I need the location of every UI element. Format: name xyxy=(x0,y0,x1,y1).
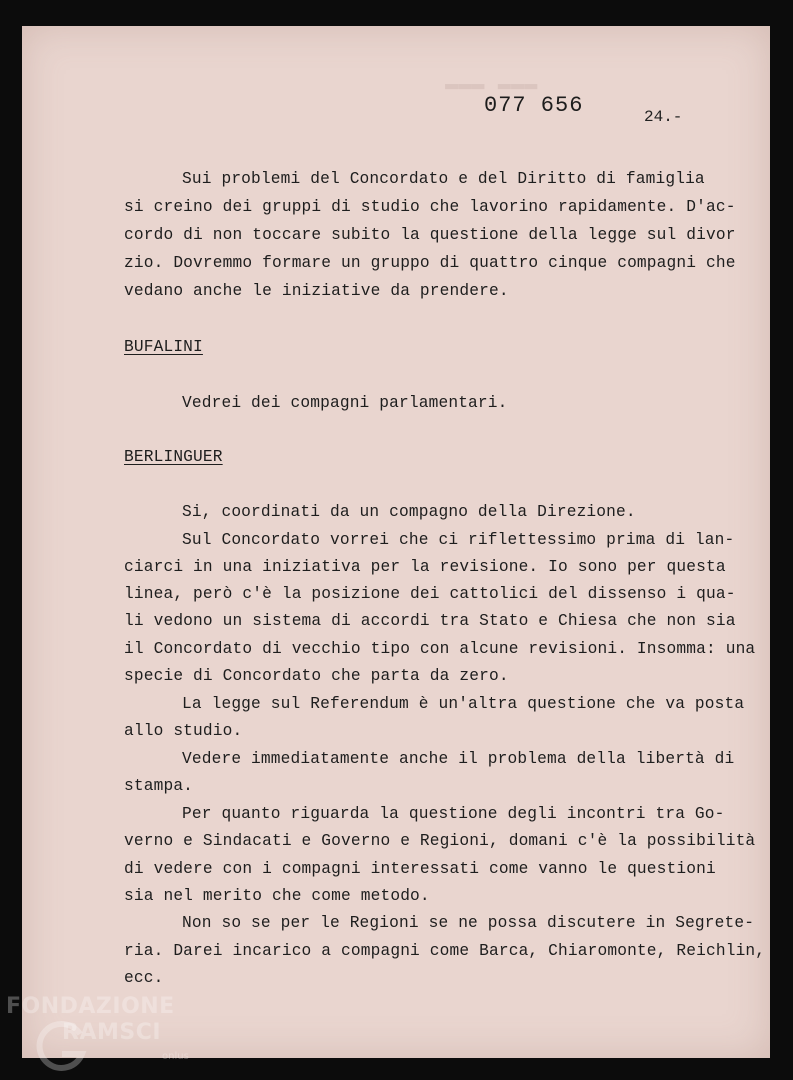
text-line: il Concordato di vecchio tipo con alcune revisioni. Insomma: una xyxy=(124,640,756,658)
speaker-heading: BERLINGUER xyxy=(124,448,223,466)
text-line: Vedere immediatamente anche il problema della libertà di xyxy=(182,750,735,768)
text-line: ria. Darei incarico a compagni come Barca, Chiaromonte, Reichlin, xyxy=(124,942,766,960)
watermark-line2: RAMSCI xyxy=(62,1020,162,1045)
text-line: La legge sul Referendum è un'altra questione che va posta xyxy=(182,695,745,713)
text-line: Sul Concordato vorrei che ci riflettessimo prima di lan- xyxy=(182,531,735,549)
document-number: 077 656 xyxy=(484,93,584,118)
text-line: si creino dei gruppi di studio che lavorino rapidamente. D'ac- xyxy=(124,198,736,216)
page-number: 24.- xyxy=(644,108,683,126)
watermark-line3: onlus xyxy=(162,1051,189,1062)
fondazione-gramsci-watermark xyxy=(4,994,204,1080)
text-line: ciarci in una iniziativa per la revisione. Io sono per questa xyxy=(124,558,726,576)
text-line: Sui problemi del Concordato e del Diritto di famiglia xyxy=(182,170,705,188)
text-line: Si, coordinati da un compagno della Direzione. xyxy=(182,503,636,521)
text-line: linea, però c'è la posizione dei cattolici del dissenso i qua- xyxy=(124,585,736,603)
text-line: Non so se per le Regioni se ne possa discutere in Segrete- xyxy=(182,914,755,932)
text-line: cordo di non toccare subito la questione della legge sul divor xyxy=(124,226,736,244)
text-line: stampa. xyxy=(124,777,194,795)
text-line: Vedrei dei compagni parlamentari. xyxy=(182,394,508,412)
text-line: li vedono un sistema di accordi tra Stato e Chiesa che non sia xyxy=(124,612,736,630)
watermark-line1: FONDAZIONE xyxy=(6,994,175,1019)
speaker-heading: BUFALINI xyxy=(124,338,203,356)
text-line: Per quanto riguarda la questione degli incontri tra Go- xyxy=(182,805,725,823)
text-line: allo studio. xyxy=(124,722,243,740)
text-line: vedano anche le iniziative da prendere. xyxy=(124,282,509,300)
text-line: zio. Dovremmo formare un gruppo di quattro cinque compagni che xyxy=(124,254,736,272)
text-line: di vedere con i compagni interessati come vanno le questioni xyxy=(124,860,716,878)
text-line: specie di Concordato che parta da zero. xyxy=(124,667,509,685)
text-line: verno e Sindacati e Governo e Regioni, domani c'è la possibilità xyxy=(124,832,756,850)
text-line: sia nel merito che come metodo. xyxy=(124,887,430,905)
text-line: ecc. xyxy=(124,969,164,987)
